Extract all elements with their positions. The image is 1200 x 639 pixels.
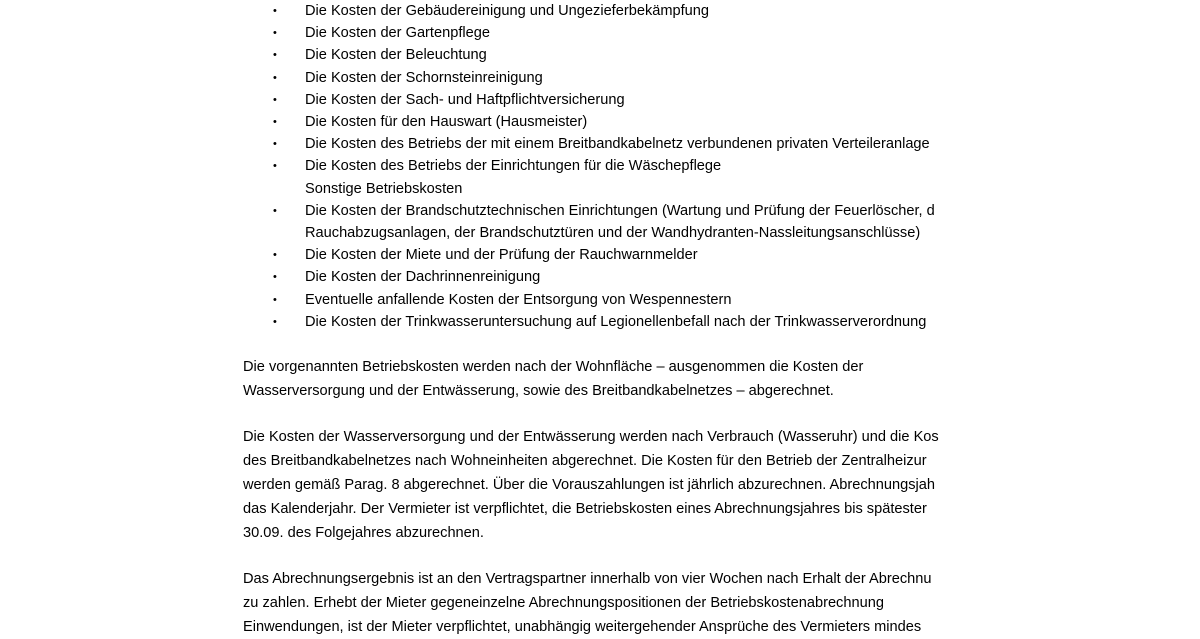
list-item-label: Die Kosten des Betriebs der mit einem Breitbandkabelnetz verbundenen privaten Verteileranlage	[305, 136, 930, 153]
list-item-label: Die Kosten der Gebäudereinigung und Ungezieferbekämpfung	[305, 3, 710, 19]
list-item-label: Die Kosten der Beleuchtung	[305, 47, 487, 64]
paragraph-billing	[243, 425, 1023, 545]
list-item-label: Die Kosten der Schornsteinreinigung	[305, 69, 543, 86]
paragraph-allocation	[243, 355, 1023, 403]
list-item-label: Eventuelle anfallende Kosten der Entsorgung von Wespennestern	[305, 291, 732, 308]
paragraph-line: Einwendungen, ist der Mieter verpflichtet, unabhängig weitergehender Ansprüche des Vermieters mindes	[243, 619, 922, 636]
list-item	[243, 289, 1023, 311]
bullet-icon: •	[273, 249, 277, 262]
document-content	[243, 0, 1023, 639]
list-item	[243, 67, 1023, 89]
bullet-icon: •	[273, 93, 277, 106]
bullet-icon: •	[273, 204, 277, 217]
bullet-icon: •	[273, 315, 277, 328]
list-item	[243, 266, 1023, 288]
bullet-icon: •	[273, 116, 277, 129]
list-item	[243, 22, 1023, 44]
spacer	[243, 545, 1023, 567]
paragraph-line: Die Kosten der Wasserversorgung und der Entwässerung werden nach Verbrauch (Wasseruhr) und die Kos	[243, 429, 939, 446]
bullet-icon: •	[273, 5, 277, 17]
list-item	[243, 155, 1023, 199]
bullet-icon: •	[273, 293, 277, 306]
paragraph-line: Die vorgenannten Betriebskosten werden nach der Wohnfläche – ausgenommen die Kosten der	[243, 359, 864, 376]
list-item-label: Die Kosten der Brandschutztechnischen Einrichtungen (Wartung und Prüfung der Feuerlöscher, d	[305, 202, 935, 219]
list-item-label: Die Kosten der Miete und der Prüfung der Rauchwarnmelder	[305, 247, 698, 264]
list-item-label: Die Kosten für den Hauswart (Hausmeister)	[305, 114, 588, 131]
list-item-label-line2: Sonstige Betriebskosten	[305, 180, 463, 197]
bullet-icon: •	[273, 27, 277, 40]
bullet-icon: •	[273, 71, 277, 84]
paragraph-line: das Kalenderjahr. Der Vermieter ist verpflichtet, die Betriebskosten eines Abrechnungsjahres bis spätester	[243, 501, 927, 518]
bullet-icon: •	[273, 160, 277, 173]
list-item	[243, 111, 1023, 133]
list-item	[243, 200, 1023, 244]
list-item	[243, 244, 1023, 266]
spacer	[243, 403, 1023, 425]
paragraph-line: Wasserversorgung und der Entwässerung, sowie des Breitbandkabelnetzes – abgerechnet.	[243, 383, 834, 400]
list-item-label: Die Kosten der Gartenpflege	[305, 25, 490, 42]
list-item	[243, 44, 1023, 66]
spacer	[243, 333, 1023, 355]
list-item	[243, 89, 1023, 111]
operating-costs-bullet-list	[243, 0, 1023, 333]
list-item	[243, 133, 1023, 155]
list-item-label: Die Kosten der Dachrinnenreinigung	[305, 269, 541, 286]
paragraph-line: zu zahlen. Erhebt der Mieter gegeneinzelne Abrechnungspositionen der Betriebskostenabrechnung	[243, 595, 884, 612]
bullet-icon: •	[273, 49, 277, 62]
bullet-icon: •	[273, 138, 277, 151]
paragraph-payment	[243, 567, 1023, 639]
list-item-label: Die Kosten der Trinkwasseruntersuchung auf Legionellenbefall nach der Trinkwasserverordnung	[305, 313, 927, 330]
list-item	[243, 311, 1023, 333]
list-item-label: Die Kosten des Betriebs der Einrichtungen für die Wäschepflege	[305, 158, 722, 175]
bullet-icon: •	[273, 271, 277, 284]
paragraph-line: 30.09. des Folgejahres abzurechnen.	[243, 525, 484, 542]
list-item-label: Die Kosten der Sach- und Haftpflichtversicherung	[305, 91, 625, 108]
list-item-label-line2: Rauchabzugsanlagen, der Brandschutztüren und der Wandhydranten-Nassleitungsanschlüsse)	[305, 225, 921, 242]
paragraph-line: des Breitbandkabelnetzes nach Wohneinheiten abgerechnet. Die Kosten für den Betrieb der Zentralheizur	[243, 453, 927, 470]
paragraph-line: werden gemäß Parag. 8 abgerechnet. Über die Vorauszahlungen ist jährlich abzurechnen. Abrechnungsjah	[243, 477, 936, 494]
paragraph-line: Das Abrechnungsergebnis ist an den Vertragspartner innerhalb von vier Wochen nach Erhalt der Abrechnu	[243, 571, 932, 588]
list-item	[243, 0, 1023, 22]
